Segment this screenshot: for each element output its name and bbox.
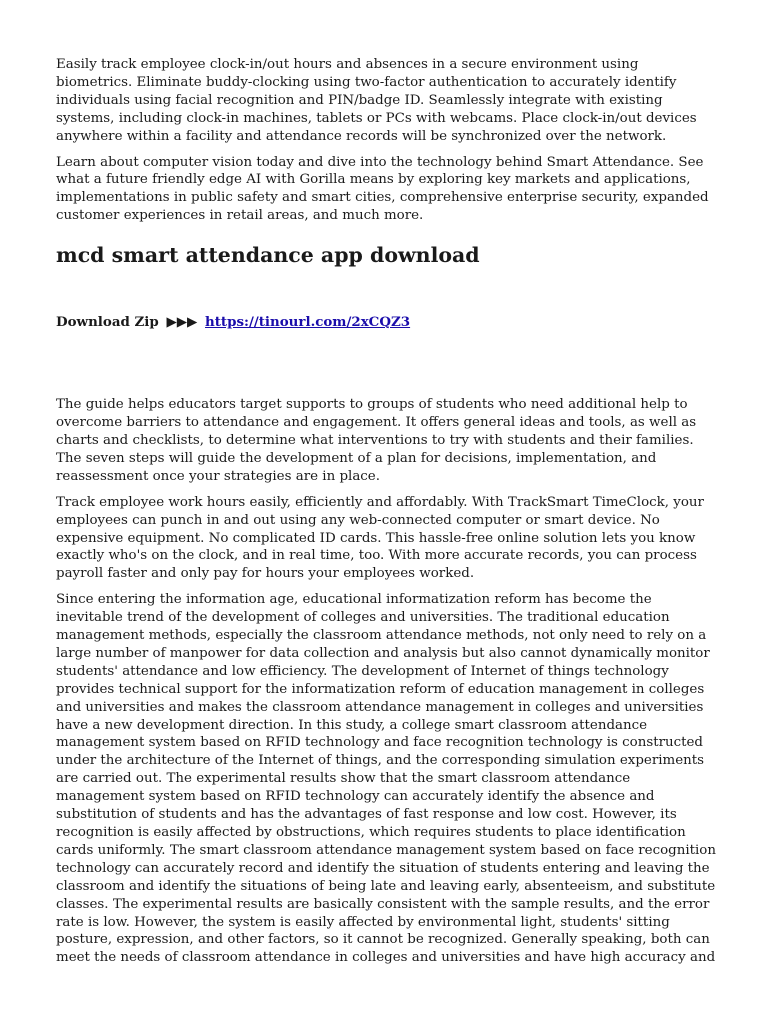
download-link[interactable]: https://tinourl.com/2xCQZ3 bbox=[205, 314, 411, 331]
paragraph-computer-vision: Learn about computer vision today and dive into the technology behind Smart Attendance. See what a future friendly edge AI with Gorilla means by exploring key markets and applications, implementations in public safety and smart cities, comprehensive enterprise security, expanded customer experiences in retail areas, and much more. bbox=[56, 154, 709, 224]
paragraph-rfid-study: Since entering the information age, educational informatization reform has become the inevitable trend of the development of colleges and universities. The traditional education management methods, especially the classroom attendance methods, not only need to rely on a large number of manpower for data collection and analysis but also cannot dynamically monitor students' attendance and low efficiency. The development of Internet of things technology provides technical support for the informatization reform of education management in colleges and universities and makes the classroom attendance management in colleges and universities have a new development direction. In this study, a college smart classroom attendance management system based on RFID technology and face recognition technology is constructed under the architecture of the Internet of things, and the corresponding simulation experiments are carried out. The experimental results show that the smart classroom attendance management system based on RFID technology can accurately identify the absence and substitution of students and has the advantages of fast response and low cost. However, its recognition is easily affected by obstructions, which requires students to place identification cards uniformly. The smart classroom attendance management system based on face recognition technology can accurately record and identify the situation of students entering and leaving the classroom and identify the situations of being late and leaving early, absenteeism, and substitute classes. The experimental results are basically consistent with the sample results, and the error rate is low. However, the system is easily affected by environmental light, students' sitting posture, expression, and other factors, so it cannot be recognized. Generally speaking, both can meet the needs of classroom attendance in colleges and universities and have high accuracy and bbox=[56, 592, 716, 966]
arrow-icons: ▶▶▶ bbox=[166, 315, 198, 331]
download-label: Download Zip bbox=[56, 314, 159, 331]
download-line bbox=[56, 313, 716, 332]
document-page bbox=[56, 56, 716, 967]
paragraph-biometrics: Easily track employee clock-in/out hours and absences in a secure environment using biometrics. Eliminate buddy-clocking using two-factor authentication to accurately identify individuals using facial recognition and PIN/badge ID. Seamlessly integrate with existing systems, including clock-in machines, tablets or PCs with webcams. Place clock-in/out devices anywhere within a facility and attendance records will be synchronized over the network. bbox=[56, 57, 697, 144]
paragraph-educator-guide: The guide helps educators target supports to groups of students who need additional help to overcome barriers to attendance and engagement. It offers general ideas and tools, as well as charts and checklists, to determine what interventions to try with students and their families. The seven steps will guide the development of a plan for decisions, implementation, and reassessment once your strategies are in place. bbox=[56, 397, 697, 484]
page-title: mcd smart attendance app download bbox=[56, 243, 480, 268]
paragraph-tracksmart: Track employee work hours easily, efficiently and affordably. With TrackSmart TimeClock, your employees can punch in and out using any web-connected computer or smart device. No expensive equipment. No complicated ID cards. This hassle-free online solution lets you know exactly who's on the clock, and in real time, too. With more accurate records, you can process payroll faster and only pay for hours your employees worked. bbox=[56, 494, 704, 582]
